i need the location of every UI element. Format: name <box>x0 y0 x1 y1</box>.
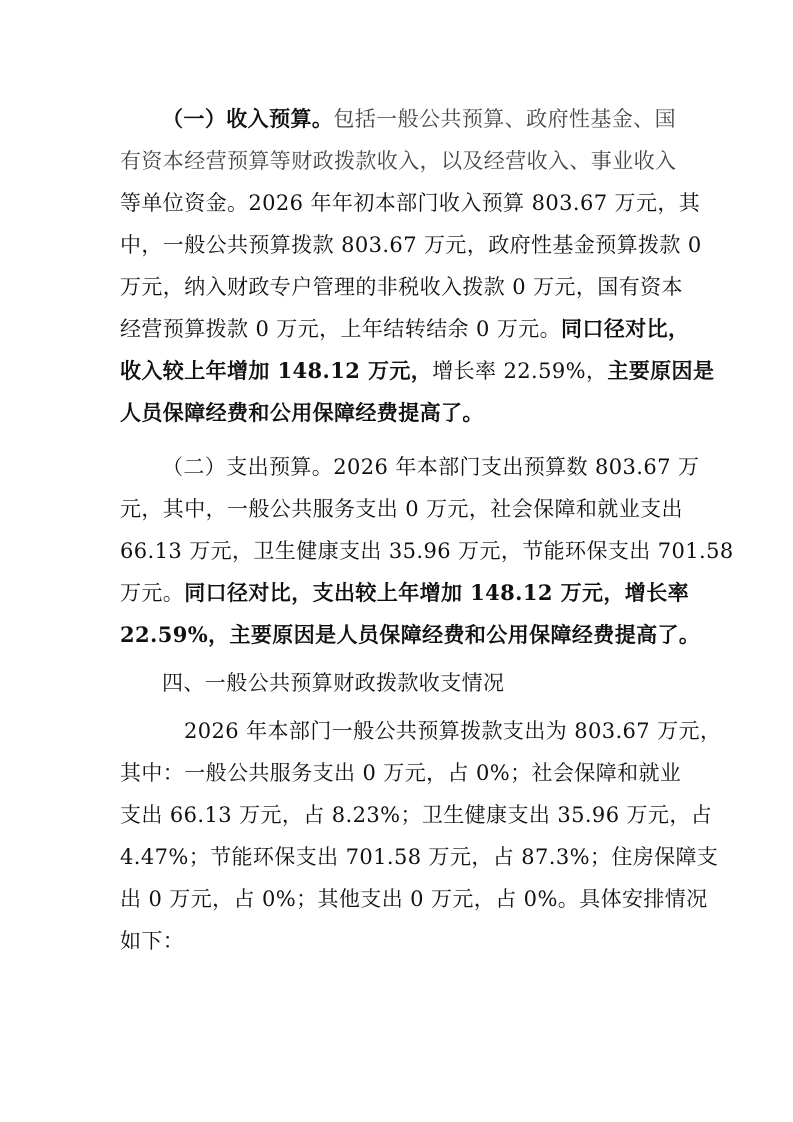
income-growth-rate: 增长率 22.59%， <box>432 359 608 383</box>
income-paragraph-line-3: 等单位资金。2026 年年初本部门收入预算 803.67 万元，其 <box>120 191 701 215</box>
income-heading: （一）收入预算。 <box>162 106 334 131</box>
income-paragraph-line-6 <box>120 314 690 344</box>
income-increase: 收入较上年增加 148.12 万元， <box>120 358 433 383</box>
income-paragraph-line-1 <box>162 104 676 134</box>
income-text: 包括一般公共预算、政府性基金、国 <box>333 107 676 131</box>
expense-paragraph-line-1: （二）支出预算。2026 年本部门支出预算数 803.67 万 <box>162 455 700 479</box>
expense-paragraph-line-3: 66.13 万元，卫生健康支出 35.96 万元，节能环保支出 701.58 <box>120 539 734 563</box>
income-paragraph-line-5: 万元，纳入财政专户管理的非税收入拨款 0 万元，国有资本 <box>120 275 683 299</box>
income-reason-lead: 主要原因是 <box>607 358 715 383</box>
income-comparison: 同口径对比， <box>561 316 690 341</box>
expense-paragraph-line-2: 元，其中，一般公共服务支出 0 万元，社会保障和就业支出 <box>120 497 683 521</box>
expense-text: 万元。 <box>120 581 185 605</box>
allocation-paragraph-line-4: 4.47%；节能环保支出 701.58 万元，占 87.3%；住房保障支 <box>120 845 719 869</box>
allocation-paragraph-line-1: 2026 年本部门一般公共预算拨款支出为 803.67 万元， <box>184 719 722 743</box>
allocation-paragraph-line-3: 支出 66.13 万元，占 8.23%；卫生健康支出 35.96 万元，占 <box>120 803 713 827</box>
section-heading: 四、一般公共预算财政拨款收支情况 <box>162 671 505 695</box>
expense-comparison: 同口径对比，支出较上年增加 148.12 万元，增长率 <box>184 580 689 605</box>
allocation-paragraph-line-5: 出 0 万元，占 0%；其他支出 0 万元，占 0%。具体安排情况 <box>120 887 708 911</box>
income-text: 经营预算拨款 0 万元，上年结转结余 0 万元。 <box>120 317 562 341</box>
income-paragraph-line-8: 人员保障经费和公用保障经费提高了。 <box>120 400 484 425</box>
allocation-paragraph-line-6: 如下： <box>120 929 185 953</box>
income-paragraph-line-2: 有资本经营预算等财政拨款收入，以及经营收入、事业收入 <box>120 149 677 173</box>
expense-paragraph-line-4 <box>120 578 689 608</box>
expense-paragraph-line-5: 22.59%，主要原因是人员保障经费和公用保障经费提高了。 <box>120 622 701 647</box>
income-paragraph-line-7 <box>120 356 715 386</box>
allocation-paragraph-line-2: 其中：一般公共服务支出 0 万元，占 0%；社会保障和就业 <box>120 761 682 785</box>
income-paragraph-line-4: 中，一般公共预算拨款 803.67 万元，政府性基金预算拨款 0 <box>120 233 702 257</box>
